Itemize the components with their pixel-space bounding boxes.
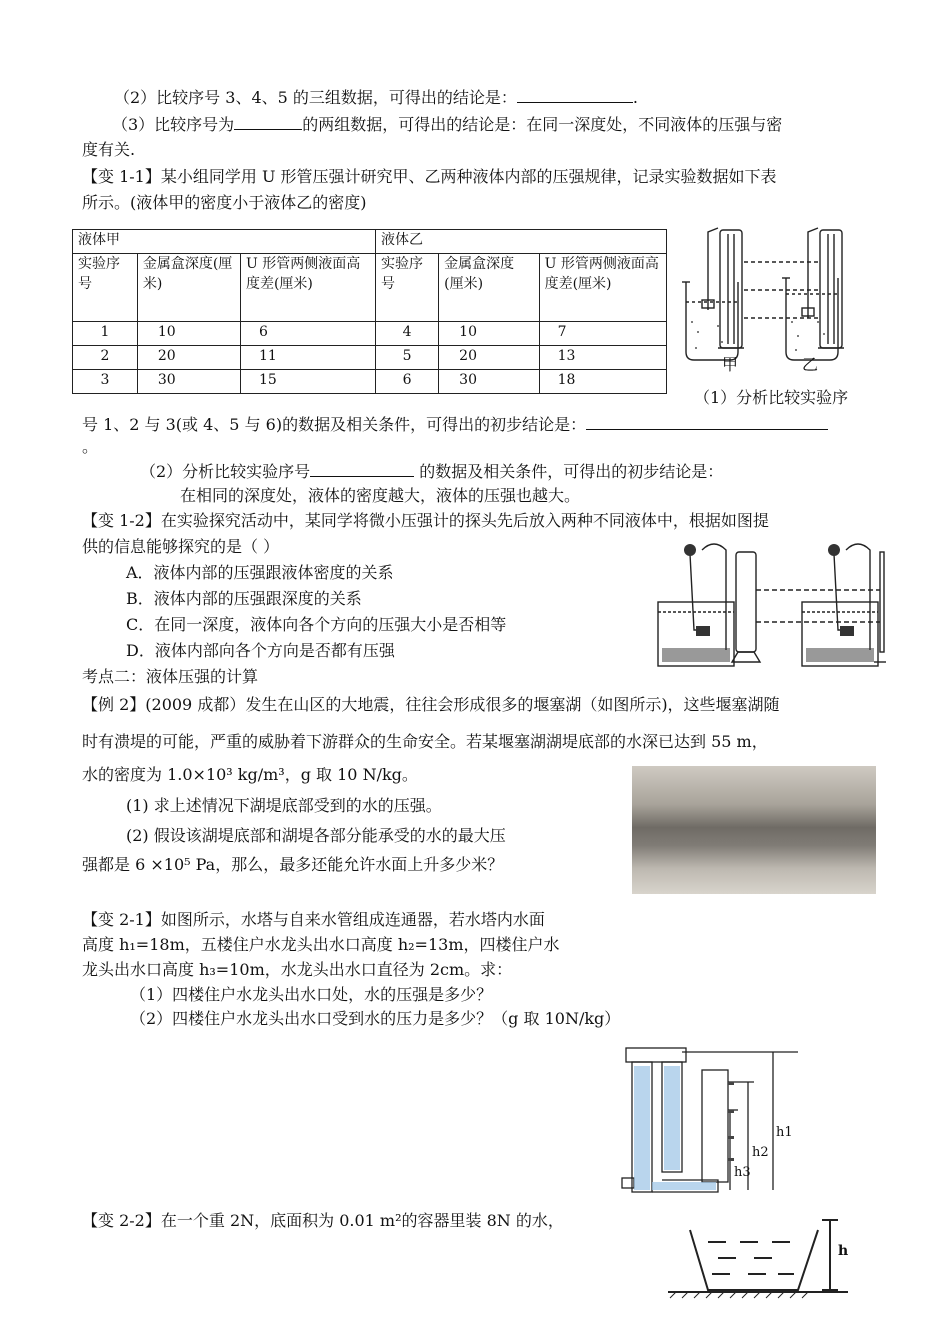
label-h: h [838,1243,849,1259]
variant-2-1-line2: 高度 h₁=18m，五楼住户水龙头出水口高度 h₂=13m，四楼住户水 [82,935,560,954]
option-b[interactable]: B．液体内部的压强跟深度的关系 [126,589,362,608]
table-header-yi: 液体乙 [376,230,667,254]
variant-1-1-title: 【变 1-1】某小组同学用 U 形管压强计研究甲、乙两种液体内部的压强规律，记录实验数据如下表 [82,167,777,186]
data-table [72,229,667,394]
col-header: 金属盒深度(厘米) [439,254,539,322]
variant-1-1-title-cont: 所示。(液体甲的密度小于液体乙的密度) [82,193,367,212]
variant-2-1-title: 【变 2-1】如图所示，水塔与自来水管组成连通器，若水塔内水面 [82,910,545,929]
q3-line-cont: 度有关. [82,140,136,159]
col-header: 实验序号 [376,254,439,322]
pressure-gauge-figure [654,530,886,678]
q3-line: （3）比较序号为 的两组数据，可得出的结论是：在同一深度处，不同液体的压强与密 [112,111,782,138]
table-row: 1 10 6 4 10 7 [73,322,667,346]
label-jia: 甲 [722,355,739,374]
example-2-q2-cont: 强都是 6 ×10⁵ Pa，那么，最多还能允许水面上升多少米？ [82,855,504,874]
col-header: 实验序号 [73,254,138,322]
col-header: U 形管两侧液面高度差(厘米) [240,254,375,322]
label-h3: h3 [734,1165,751,1180]
variant-1-2-title-cont: 供的信息能够探究的是（ ） [82,537,280,556]
variant-1-2-title: 【变 1-2】在实验探究活动中，某同学将微小压强计的探头先后放入两种不同液体中，根据如图提 [82,511,769,530]
label-h1: h1 [776,1125,793,1140]
answer-blank[interactable] [310,458,414,477]
label-h2: h2 [752,1145,769,1160]
variant-2-1-q1: （1）四楼住户水龙头出水口处，水的压强是多少？ [130,985,493,1004]
example-2-title: 【例 2】(2009 成都）发生在山区的大地震，往往会形成很多的堰塞湖（如图所示)，这些堰塞湖随 [82,695,780,714]
answer-blank[interactable] [517,84,633,103]
u-tube-figure [678,222,868,382]
variant-2-1-line3: 龙头出水口高度 h₃=10m，水龙头出水口直径为 2cm。求： [82,960,513,979]
dammed-lake-photo [632,766,876,894]
variant-1-1-q2: （2）分析比较实验序号 的数据及相关条件，可得出的初步结论是： [140,458,723,485]
section-point-2: 考点二：液体压强的计算 [82,667,259,686]
table-header-jia: 液体甲 [73,230,376,254]
example-2-q2: (2) 假设该湖堤底部和湖堤各部分能承受的水的最大压 [126,826,506,845]
example-2-q1: (1) 求上述情况下湖堤底部受到的水的压强。 [126,796,442,815]
water-tower-figure [618,1040,828,1200]
variant-1-1-q2-conclusion: 在相同的深度处，液体的密度越大，液体的压强也越大。 [180,486,581,505]
col-header: U 形管两侧液面高度差(厘米) [539,254,666,322]
table-row: 2 20 11 5 20 13 [73,346,667,370]
variant-2-1-q2: （2）四楼住户水龙头出水口受到水的压力是多少？（g 取 10N/kg） [130,1009,621,1028]
answer-blank[interactable] [586,411,828,430]
col-header: 金属盒深度(厘米) [137,254,240,322]
option-c[interactable]: C．在同一深度，液体向各个方向的压强大小是否相等 [126,615,507,634]
table-row: 3 30 15 6 30 18 [73,370,667,394]
option-a[interactable]: A．液体内部的压强跟液体密度的关系 [126,563,394,582]
option-d[interactable]: D．液体内部向各个方向是否都有压强 [126,641,395,660]
variant-1-1-q1: （1）分析比较实验序 [694,388,849,407]
example-2-line2: 时有溃堤的可能，严重的威胁着下游群众的生命安全。若某堰塞湖湖堤底部的水深已达到 55 m， [82,732,768,751]
example-2-line3: 水的密度为 1.0×10³ kg/m³，g 取 10 N/kg。 [82,765,418,784]
q2-line: （2）比较序号 3、4、5 的三组数据，可得出的结论是： . [114,84,638,111]
label-yi: 乙 [802,355,819,374]
variant-1-1-q1-cont: 号 1、2 与 3(或 4、5 与 6)的数据及相关条件，可得出的初步结论是： [82,411,828,438]
answer-blank[interactable] [234,111,302,130]
variant-2-2-title: 【变 2-2】在一个重 2N，底面积为 0.01 m²的容器里装 8N 的水， [82,1211,564,1230]
variant-1-1-q1-end: 。 [82,437,99,456]
